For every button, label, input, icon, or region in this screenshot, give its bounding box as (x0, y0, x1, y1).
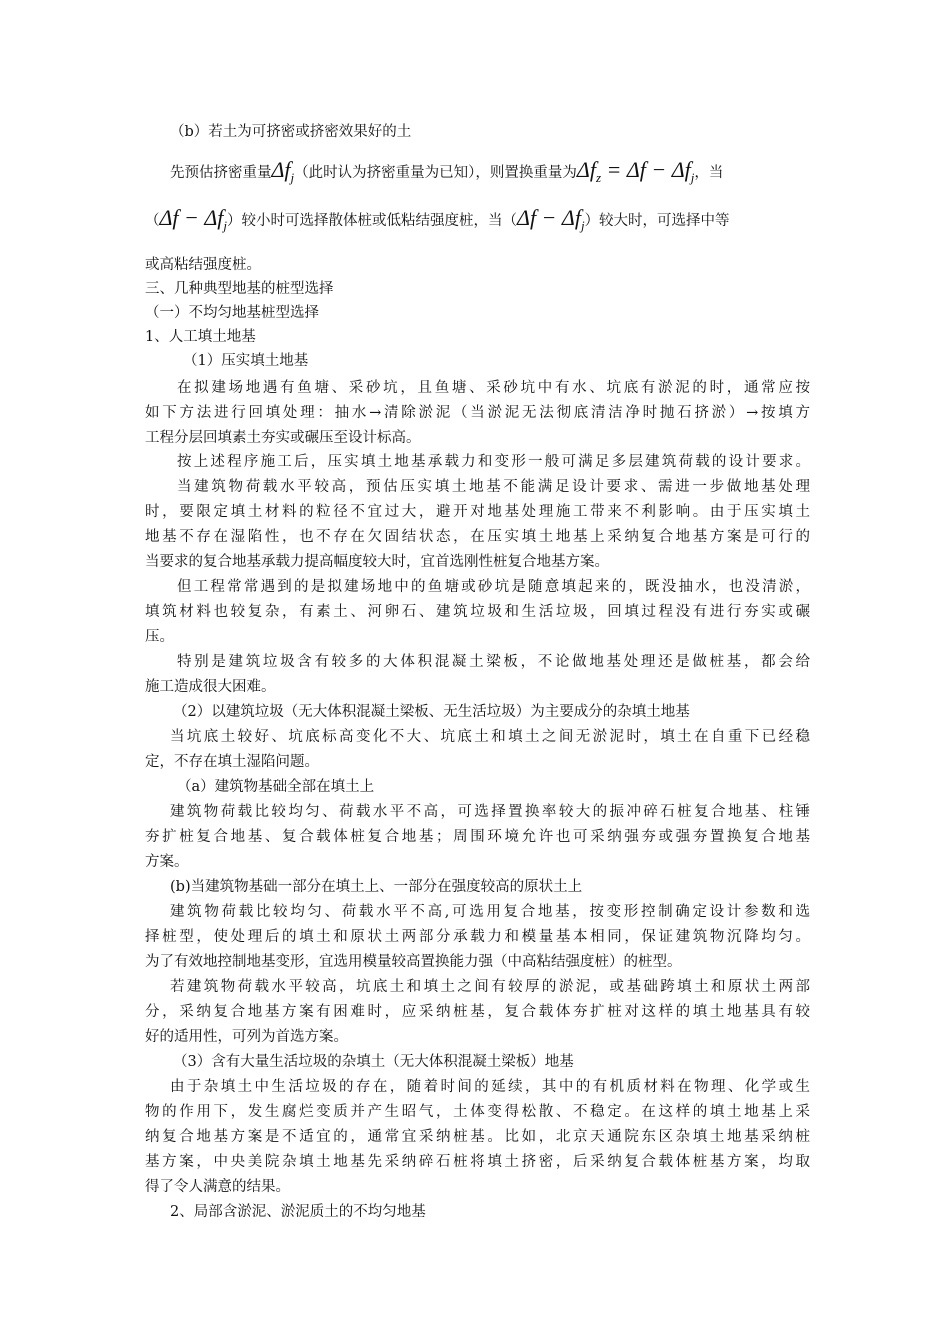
formula-delta-f: Δf (576, 157, 596, 182)
section-heading: （1）压实填土地基 (183, 353, 309, 369)
section-heading: （2）以建筑垃圾（无大体积混凝土梁板、无生活垃圾）为主要成分的杂填土地基 (173, 704, 690, 720)
text-line: 夯扩桩复合地基、复合载体桩复合地基；周围环境允许也可采纳强夯或强夯置换复合地基 (145, 829, 810, 845)
text-line: 当建筑物荷载水平较高，预估压实填土地基不能满足设计要求、需进一步做地基处理 (177, 479, 810, 495)
text-line: 当坑底土较好、坑底标高变化不大、坑底土和填土之间无淤泥时，填土在自重下已经稳 (170, 729, 810, 745)
text-line: 由于杂填土中生活垃圾的存在，随着时间的延续，其中的有机质材料在物理、化学或生 (170, 1079, 810, 1095)
text-line: 按上述程序施工后，压实填土地基承载力和变形一般可满足多层建筑荷载的设计要求。 (177, 454, 810, 470)
formula-subscript: j (223, 218, 228, 233)
formula-line-1 (170, 152, 810, 188)
section-heading: （一）不均匀地基桩型选择 (145, 305, 319, 321)
formula-delta-f: Δf (271, 157, 291, 182)
text-line: 基方案，中央美院杂填土地基先采纳碎石桩将填土挤密，后采纳复合载体桩基方案，均取 (145, 1154, 810, 1170)
text-line: 工程分层回填素土夯实或碾压至设计标高。 (145, 430, 421, 446)
text-fragment: ）较小时可选择散体桩或低粘结强度桩，当（ (227, 213, 518, 229)
text-line: （b）若土为可挤密或挤密效果好的土 (170, 124, 412, 140)
text-line: 为了有效地控制地基变形，宜选用模量较高置换能力强（中高粘结强度桩）的桩型。 (145, 954, 682, 970)
section-heading: 1、人工填土地基 (145, 329, 256, 345)
text-line: 填筑材料也较复杂，有素土、河卵石、建筑垃圾和生活垃圾，回填过程没有进行夯实或碾 (145, 604, 810, 620)
formula-subscript: j (290, 170, 295, 185)
text-line: 物的作用下，发生腐烂变质并产生昭气，土体变得松散、不稳定。在这样的填土地基上采 (145, 1104, 810, 1120)
text-line: 若建筑物荷载水平较高，坑底土和填土之间有较厚的淤泥，或基础跨填土和原状土两部 (170, 979, 810, 995)
text-fragment: （ (145, 213, 160, 229)
text-line: 择桩型，使处理后的填土和原状土两部分承载力和模量基本相同，保证建筑物沉降均匀。 (145, 929, 810, 945)
text-line: 好的适用性，可列为首选方案。 (145, 1029, 348, 1045)
text-line: 定，不存在填土湿陷问题。 (145, 754, 319, 770)
text-line: 如下方法进行回填处理：抽水→清除淤泥（当淤泥无法彻底清洁净时抛石挤淤）→按填方 (145, 405, 810, 421)
text-line: 或高粘结强度桩。 (145, 257, 261, 273)
text-line: 当要求的复合地基承载力提高幅度较大时，宜首选刚性桩复合地基方案。 (145, 554, 609, 570)
text-line: 得了令人满意的结果。 (145, 1179, 290, 1195)
text-line: 特别是建筑垃圾含有较多的大体积混凝土梁板，不论做地基处理还是做桩基，都会给 (177, 654, 810, 670)
text-line: 方案。 (145, 854, 189, 870)
text-line: 建筑物荷载比较均匀、荷载水平不高,可选用复合地基，按变形控制确定设计参数和选 (170, 904, 810, 920)
text-line: 压。 (145, 629, 174, 645)
section-heading: （a）建筑物基础全部在填土上 (177, 779, 375, 795)
text-fragment: ，当 (694, 165, 724, 181)
section-heading: 2、局部含淤泥、淤泥质土的不均匀地基 (170, 1204, 426, 1220)
text-line: 分，采纳复合地基方案有困难时，应采纳桩基，复合载体夯扩桩对这样的填土地基具有较 (145, 1004, 810, 1020)
formula-expression: Δf − Δf (159, 205, 224, 230)
text-fragment: ）较大时，可选择中等 (584, 213, 730, 229)
text-line: 地基不存在湿陷性，也不存在欠固结状态，在压实填土地基上采纳复合地基方案是可行的 (145, 529, 810, 545)
text-line: 建筑物荷载比较均匀、荷载水平不高，可选择置换率较大的振冲碎石桩复合地基、柱锤 (170, 804, 810, 820)
formula-expression: = Δf − Δf (601, 157, 691, 182)
formula-expression: Δf − Δf (517, 205, 581, 230)
text-line: 但工程常常遇到的是拟建场地中的鱼塘或砂坑是随意填起来的，既没抽水，也没清淤， (177, 579, 810, 595)
text-fragment: 先预估挤密重量 (170, 165, 272, 181)
section-heading: （3）含有大量生活垃圾的杂填土（无大体积混凝土梁板）地基 (173, 1054, 574, 1070)
text-line: 施工造成很大困难。 (145, 679, 276, 695)
formula-subscript: j (690, 170, 695, 185)
formula-subscript: z (595, 170, 601, 185)
formula-subscript: j (580, 218, 585, 233)
text-line: 纳复合地基方案是不适宜的，通常宜采纳桩基。比如，北京天通院东区杂填土地基采纳桩 (145, 1129, 810, 1145)
text-line: 在拟建场地遇有鱼塘、采砂坑，且鱼塘、采砂坑中有水、坑底有淤泥的时，通常应按 (177, 380, 810, 396)
text-fragment: （此时认为挤密重量为已知），则置换重量为 (294, 165, 577, 181)
text-line: 时，要限定填土材料的粒径不宜过大，避开对地基处理施工带来不利影响。由于压实填土 (145, 504, 810, 520)
section-heading: 三、几种典型地基的桩型选择 (145, 281, 334, 297)
section-heading: (b)当建筑物基础一部分在填土上、一部分在强度较高的原状土上 (170, 879, 583, 895)
formula-line-2 (145, 200, 810, 236)
